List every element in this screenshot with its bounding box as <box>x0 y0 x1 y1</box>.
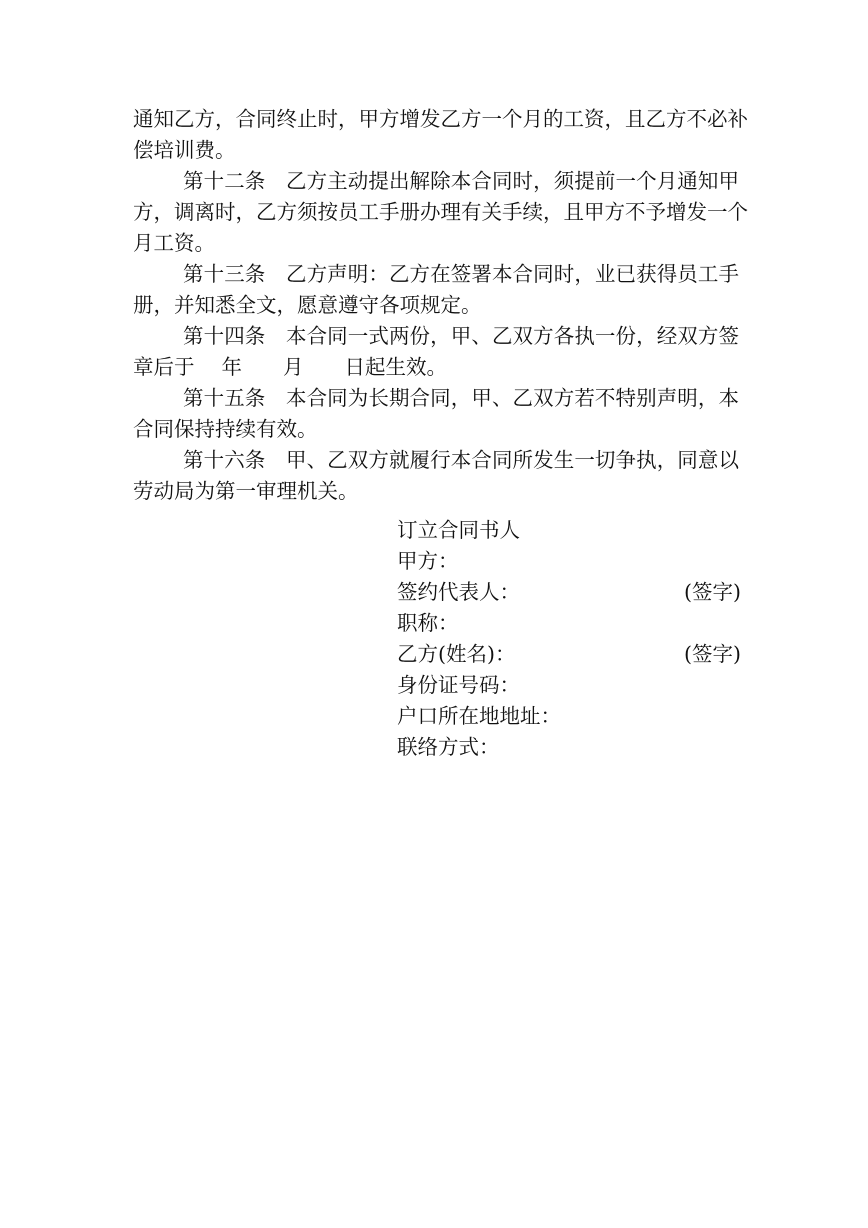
article-13-line: 第十三条 乙方声明：乙方在签署本合同时，业已获得员工手 <box>183 262 739 286</box>
paragraph-line: 通知乙方，合同终止时，甲方增发乙方一个月的工资，且乙方不必补 <box>133 107 748 131</box>
representative-sign-label: (签字) <box>684 580 741 604</box>
contact-label: 联络方式： <box>397 735 500 759</box>
article-15-line: 第十五条 本合同为长期合同，甲、乙双方若不特别声明，本 <box>183 386 739 410</box>
party-a-label: 甲方： <box>397 549 459 573</box>
paragraph-line: 偿培训费。 <box>133 138 236 162</box>
article-12-line: 月工资。 <box>133 231 215 255</box>
job-title-label: 职称： <box>397 611 459 635</box>
signature-heading: 订立合同书人 <box>397 518 520 542</box>
representative-label: 签约代表人： <box>397 580 520 604</box>
article-14-line: 第十四条 本合同一式两份，甲、乙双方各执一份，经双方签 <box>183 324 739 348</box>
article-16-line: 第十六条 甲、乙双方就履行本合同所发生一切争执，同意以 <box>183 448 739 472</box>
article-12-line: 方，调离时，乙方须按员工手册办理有关手续，且甲方不予增发一个 <box>133 200 748 224</box>
article-12-line: 第十二条 乙方主动提出解除本合同时，须提前一个月通知甲 <box>183 169 739 193</box>
article-14-line: 章后于 年 月 日起生效。 <box>133 355 448 379</box>
article-13-line: 册，并知悉全文，愿意遵守各项规定。 <box>133 293 482 317</box>
party-b-label: 乙方(姓名)： <box>397 642 516 666</box>
party-b-sign-label: (签字) <box>684 642 741 666</box>
article-16-line: 劳动局为第一审理机关。 <box>133 479 359 503</box>
id-number-label: 身份证号码： <box>397 673 520 697</box>
household-address-label: 户口所在地地址： <box>397 704 561 728</box>
article-15-line: 合同保持持续有效。 <box>133 417 318 441</box>
